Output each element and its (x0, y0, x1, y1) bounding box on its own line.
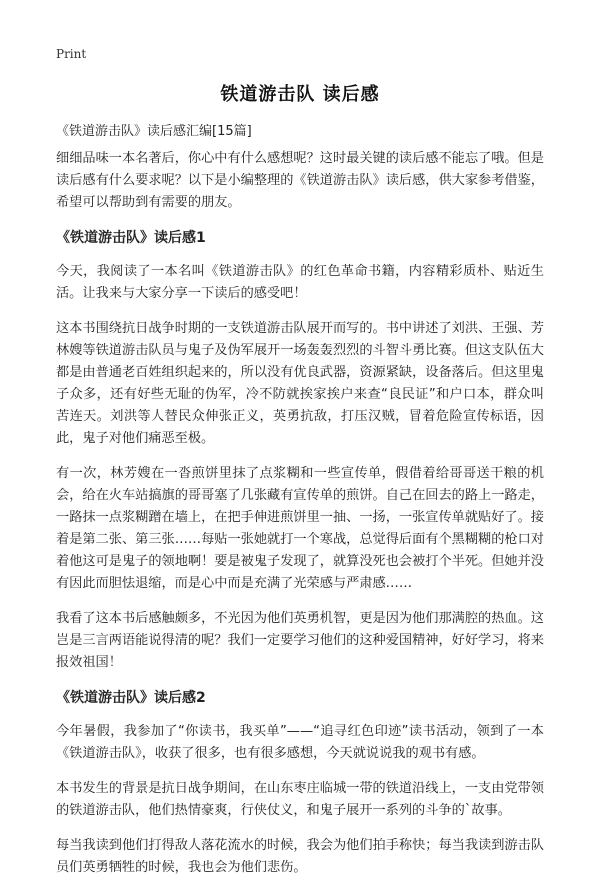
page-subtitle: 《铁道游击队》读后感汇编[15篇] (56, 124, 252, 139)
section-1-paragraph-2: 这本书围绕抗日战争时期的一支铁道游击队展开而写的。书中讲述了刘洪、王强、芳林嫂等铁道游击队员与鬼子及伪军展开一场轰轰烈烈的斗智斗勇比赛。但这支队伍大都是由普通老百姓组织起来的，所以没有优良武器，资源紧缺，设备落后。但这里鬼子众多，还有好些无耻的伪军，冷不防就挨家挨户来查“良民证”和户口本，群众叫苦连天。刘洪等人替民众伸张正义，英勇抗敌，打压汉贼，冒着危险宣传标语，因此，鬼子对他们痛恶至极。 (56, 321, 544, 446)
section-2-heading: 《铁道游击队》读后感2 (56, 690, 206, 706)
section-2-paragraph-2: 本书发生的背景是抗日战争期间，在山东枣庄临城一带的铁道沿线上，一支由党带领的铁道游击队，他们热情豪爽，行侠仗义，和鬼子展开一系列的斗争的`故事。 (56, 781, 544, 818)
document-body (56, 148, 544, 892)
section-2-paragraph-1: 今年暑假，我参加了“你读书，我买单”——“追寻红色印迹”读书活动，领到了一本《铁道游击队》，收获了很多，也有很多感想，今天就说说我的观书有感。 (56, 724, 544, 761)
section-1-paragraph-3: 有一次，林芳嫂在一沓煎饼里抹了点浆糊和一些宣传单，假借着给哥哥送干粮的机会，给在火车站搞旗的哥哥塞了几张藏有宣传单的煎饼。自己在回去的路上一路走，一路抹一点浆糊蹭在墙上，在把手伸进煎饼里一抽、一扬，一张宣传单就贴好了。接着是第二张、第三张……每贴一张她就打一个寒战，总觉得后面有个黑糊糊的枪口对着他这可是鬼子的领地啊！要是被鬼子发现了，就算没死也会被打个半死。但她并没有因此而胆怯退缩，而是心中而是充满了光荣感与严肃感…… (56, 466, 544, 591)
section-1-paragraph-1: 今天，我阅读了一本名叫《铁道游击队》的红色革命书籍，内容精彩质朴、贴近生活。让我来与大家分享一下读后的感受吧！ (56, 264, 544, 301)
section-2-paragraph-3: 每当我读到他们打得敌人落花流水的时候，我会为他们拍手称快；每当我读到游击队员们英勇牺牲的时候，我也会为他们悲伤。 (56, 838, 544, 875)
print-label: Print (56, 47, 87, 61)
intro-paragraph: 细细品味一本名著后，你心中有什么感想呢？这时最关键的读后感不能忘了哦。但是读后感有什么要求呢？以下是小编整理的《铁道游击队》读后感，供大家参考借鉴，希望可以帮助到有需要的朋友。 (56, 151, 544, 210)
page-title: 铁道游击队 读后感 (220, 84, 380, 105)
section-1-heading: 《铁道游击队》读后感1 (56, 230, 206, 246)
section-1-paragraph-4: 我看了这本书后感触颇多，不光因为他们英勇机智，更是因为他们那满腔的热血。这岂是三言两语能说得清的呢？我们一定要学习他们的这种爱国精神，好好学习，将来报效祖国！ (56, 611, 544, 670)
